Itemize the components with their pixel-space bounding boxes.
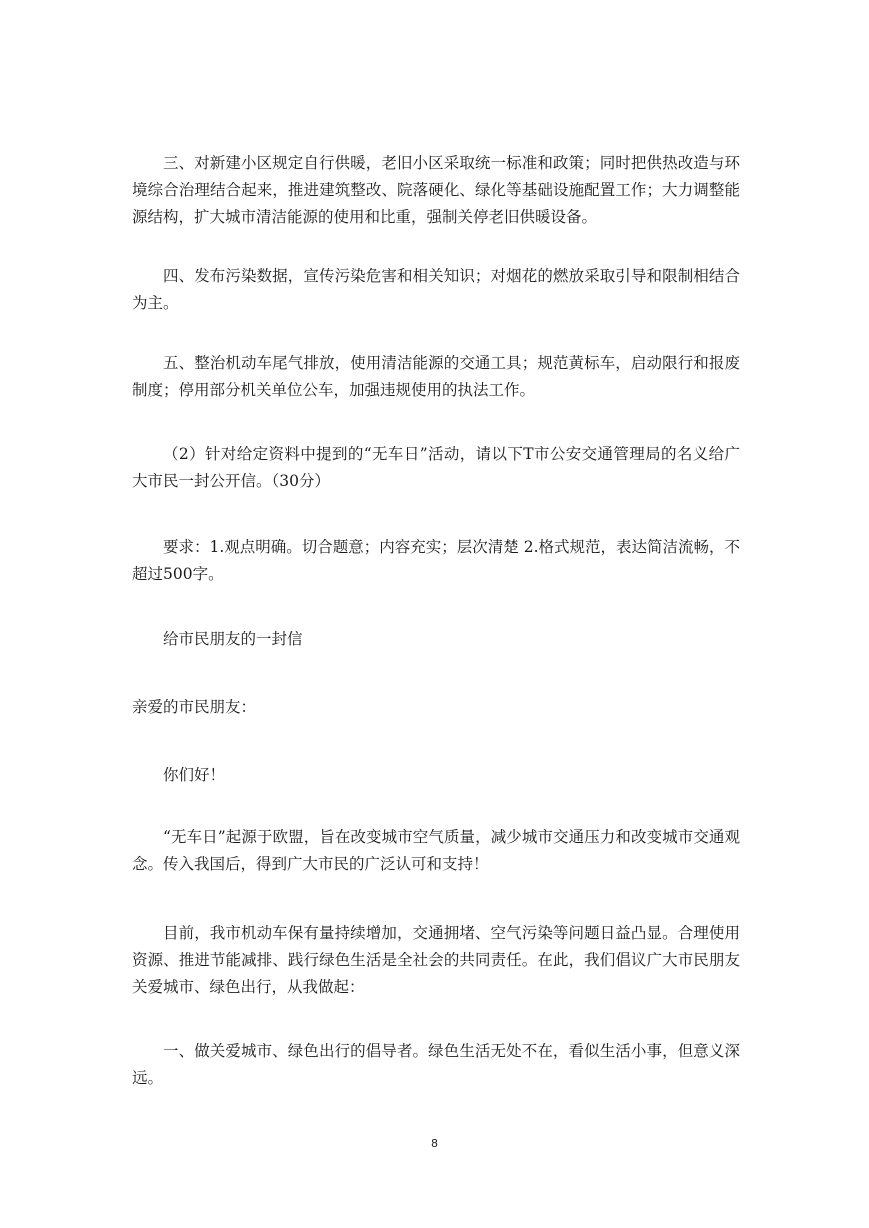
letter-greeting: 你们好！ (163, 766, 226, 784)
paragraph-question-two: （2）针对给定资料中提到的“无车日”活动，请以下T市公安交通管理局的名义给广大市民一封公开信。（30分） (132, 445, 740, 490)
letter-salutation: 亲爱的市民朋友： (132, 698, 257, 716)
letter-paragraph-point-one: 一、做关爱城市、绿色出行的倡导者。绿色生活无处不在，看似生活小事，但意义深远。 (132, 1042, 740, 1087)
paragraph-measure-four: 四、发布污染数据，宣传污染危害和相关知识；对烟花的燃放采取引导和限制相结合为主。 (132, 267, 740, 312)
paragraph-requirements: 要求：1.观点明确。切合题意；内容充实；层次清楚 2.格式规范，表达简洁流畅，不超过500字。 (132, 538, 741, 583)
letter-paragraph-origin: “无车日”起源于欧盟，旨在改变城市空气质量，减少城市交通压力和改变城市交通观念。传入我国后，得到广大市民的广泛认可和支持！ (132, 828, 740, 873)
page-number: 8 (431, 1137, 438, 1150)
paragraph-measure-five: 五、整治机动车尾气排放，使用清洁能源的交通工具；规范黄标车，启动限行和报废制度；停用部分机关单位公车，加强违规使用的执法工作。 (132, 354, 740, 399)
letter-title: 给市民朋友的一封信 (163, 630, 303, 648)
paragraph-measure-three: 三、对新建小区规定自行供暖，老旧小区采取统一标准和政策；同时把供热改造与环境综合治理结合起来，推进建筑整改、院落硬化、绿化等基础设施配置工作；大力调整能源结构，扩大城市清洁能源的使用和比重，强制关停老旧供暖设备。 (132, 154, 740, 226)
letter-paragraph-current-situation: 目前，我市机动车保有量持续增加，交通拥堵、空气污染等问题日益凸显。合理使用资源、推进节能减排、践行绿色生活是全社会的共同责任。在此，我们倡议广大市民朋友关爱城市、绿色出行，从我做起： (132, 924, 740, 996)
